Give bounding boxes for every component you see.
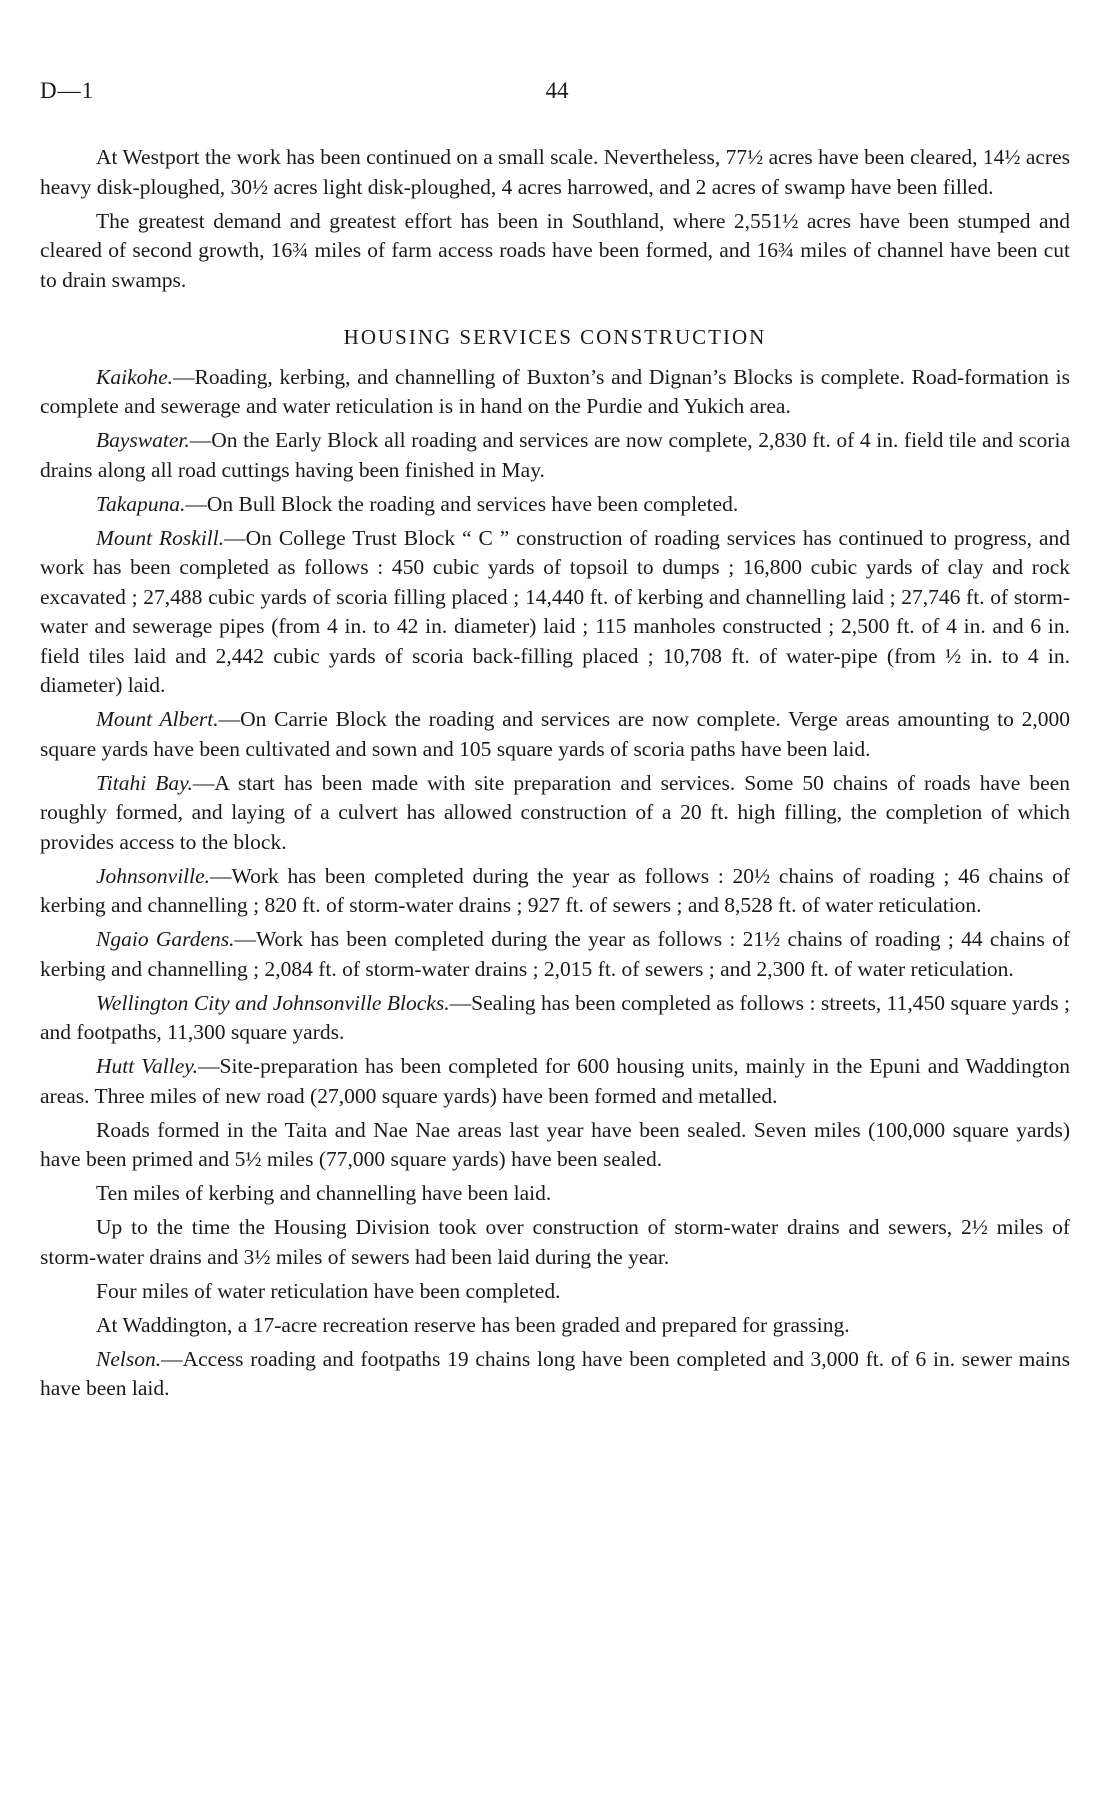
paragraph-taita-naenae	[40, 1116, 1070, 1175]
entry-wellington-johnsonville	[40, 989, 1070, 1048]
entry-place-name: Nelson.	[96, 1346, 162, 1371]
paragraph-westport: At Westport the work has been continued on a small scale. Nevertheless, 77½ acres have been cleared, 14½ acres heavy disk-ploughed, 30½ acres light disk-ploughed, 4 acres harrowed, and 2 acres of swamp have been filled.	[40, 145, 1070, 199]
entry-place-name: Titahi Bay.	[96, 770, 193, 795]
entry-bayswater	[40, 426, 1070, 485]
entry-text: Roads formed in the Taita and Nae Nae areas last year have been sealed. Seven miles (100,000 square yards) have been primed and 5½ miles (77,000 square yards) have been sealed.	[40, 1117, 1070, 1171]
entry-place-name: Johnsonville.	[96, 863, 211, 888]
entry-johnsonville	[40, 862, 1070, 921]
entry-mount-albert	[40, 705, 1070, 764]
entry-place-name: Mount Albert.	[96, 707, 219, 731]
entry-place-name: Takapuna.	[96, 491, 186, 516]
entry-place-name: Ngaio Gardens.	[96, 927, 235, 951]
entry-nelson	[40, 1345, 1070, 1404]
entry-place-name: Mount Roskill.	[96, 525, 225, 550]
entry-text: —Access roading and footpaths 19 chains long have been completed and 3,000 ft. of 6 in. sewer mains have been laid.	[40, 1346, 1070, 1400]
entry-text: At Waddington, a 17-acre recreation reserve has been graded and prepared for grassing.	[96, 1312, 850, 1337]
entry-text: —On Carrie Block the roading and services are now complete. Verge areas amounting to 2,000 square yards have been cultivated and sown and 105 square yards of scoria paths have been laid.	[40, 707, 1071, 761]
entry-text: Four miles of water reticulation have been completed.	[96, 1278, 561, 1303]
entry-text: —Work has been completed during the year as follows : 20½ chains of roading ; 46 chains of kerbing and channelling ; 820 ft. of storm-water drains ; 927 ft. of sewers ; and 8,528 ft. of water reticulation.	[40, 863, 1070, 917]
entry-place-name: Wellington City and Johnsonville Blocks.	[96, 990, 450, 1015]
entry-mount-roskill	[40, 524, 1070, 701]
entry-text: —Site-preparation has been completed for 600 housing units, mainly in the Epuni and Waddington areas. Three miles of new road (27,000 square yards) have been formed and metalled.	[40, 1054, 1070, 1108]
entry-hutt-valley	[40, 1052, 1070, 1111]
paragraph-waddington-reserve	[40, 1311, 1070, 1341]
entry-titahi-bay	[40, 769, 1070, 858]
entry-place-name: Bayswater.	[96, 428, 190, 452]
entry-kaikohe	[40, 363, 1070, 422]
paragraph-kerbing	[40, 1179, 1070, 1209]
document-reference: D—1	[40, 78, 95, 103]
section-heading: HOUSING SERVICES CONSTRUCTION	[343, 325, 767, 349]
entry-place-name: Kaikohe.	[96, 364, 174, 389]
entry-text: —A start has been made with site preparation and services. Some 50 chains of roads have been roughly formed, and laying of a culvert has allowed construction of a 20 ft. high filling, the completion of which provides access to the block.	[40, 770, 1070, 854]
entry-text: —Sealing has been completed as follows : streets, 11,450 square yards ; and footpaths, 11,300 square yards.	[40, 990, 1070, 1044]
entry-text: —Work has been completed during the year as follows : 21½ chains of roading ; 44 chains of kerbing and channelling ; 2,084 ft. of storm-water drains ; 2,015 ft. of sewers ; and 2,300 ft. of water reticulation.	[40, 927, 1070, 981]
entry-text: —On College Trust Block “ C ” construction of roading services has continued to progress, and work has been completed as follows : 450 cubic yards of topsoil to dumps ; 16,800 cubic yards of clay and rock excavated ; 27,488 cubic yards of scoria filling placed ; 14,440 ft. of kerbing and channelling laid ; 27,746 ft. of storm-water and sewerage pipes (from 4 in. to 42 in. diameter) laid ; 115 manholes constructed ; 2,500 ft. of 4 in. and 6 in. field tiles laid and 2,442 cubic yards of scoria back-filling placed ; 10,708 ft. of water-pipe (from ½ in. to 4 in. diameter) laid.	[40, 525, 1070, 697]
page-header	[40, 78, 1074, 112]
paragraph-water-reticulation	[40, 1277, 1070, 1307]
entry-takapuna	[40, 490, 1070, 520]
entry-text: Ten miles of kerbing and channelling have been laid.	[96, 1181, 552, 1205]
paragraph-drains-sewers	[40, 1213, 1070, 1272]
entry-text: —On Bull Block the roading and services have been completed.	[185, 491, 739, 516]
paragraph-southland: The greatest demand and greatest effort has been in Southland, where 2,551½ acres have been stumped and cleared of second growth, 16¾ miles of farm access roads have been formed, and 16¾ miles of channel have been cut to drain swamps.	[40, 208, 1070, 292]
page-number: 44	[545, 78, 569, 103]
entry-text: —Roading, kerbing, and channelling of Buxton’s and Dignan’s Blocks is complete. Road-formation is complete and sewerage and water reticulation is in hand on the Purdie and Yukich area.	[40, 364, 1070, 418]
page-body	[40, 143, 1070, 1408]
entry-text: —On the Early Block all roading and services are now complete, 2,830 ft. of 4 in. field tile and scoria drains along all road cuttings having been finished in May.	[40, 428, 1070, 482]
entry-text: Up to the time the Housing Division took over construction of storm-water drains and sewers, 2½ miles of storm-water drains and 3½ miles of sewers had been laid during the year.	[40, 1215, 1070, 1269]
entry-ngaio-gardens	[40, 925, 1070, 984]
entry-place-name: Hutt Valley.	[96, 1054, 198, 1078]
